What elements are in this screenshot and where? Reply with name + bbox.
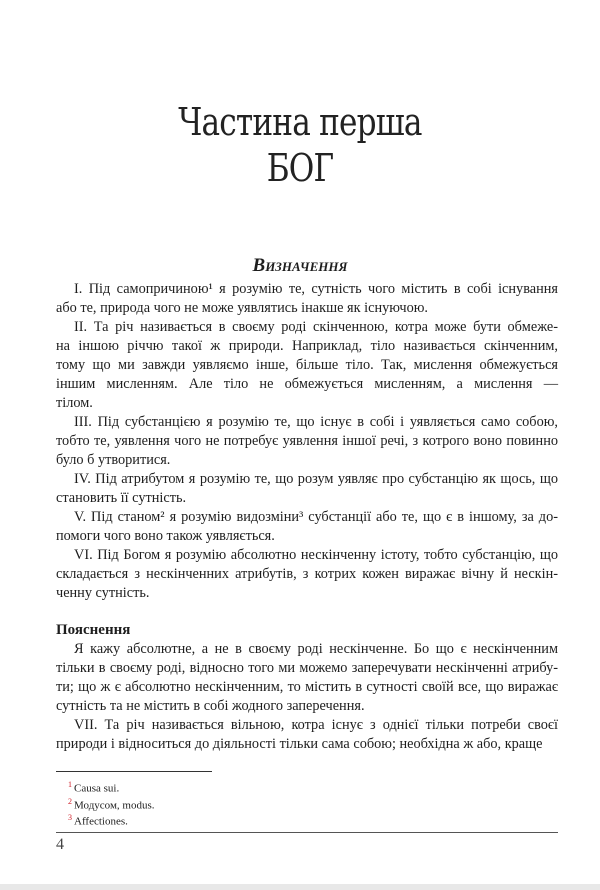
part-title: Частина перша bbox=[178, 100, 422, 144]
text-line: Я кажу абсолютне, а не в своєму роді нескінченне. Бо що є нескінченним bbox=[74, 641, 558, 657]
footnote: $^2$ Модусом, modus. bbox=[68, 797, 155, 812]
footnote-divider bbox=[56, 771, 212, 772]
page-number: 4 bbox=[56, 836, 64, 853]
text-line: V. Під станом² я розумію видозміни³ субстанції або те, що є в іншому, за до- bbox=[74, 509, 558, 525]
text-line: помоги чого воно також уявляється. bbox=[56, 528, 275, 544]
text-line: ти; що ж є абсолютно нескінченним, то містить в сутності своїй все, що виражає bbox=[56, 679, 558, 695]
text-line: VII. Та річ називається вільною, котра існує з однієї тільки потреби своєї bbox=[74, 717, 558, 733]
footnote: $^3$ Affectiones. bbox=[68, 813, 128, 828]
text-line: тому що ми завжди уявляємо інше, більше тіло. Так, мислення обмежується bbox=[56, 357, 558, 373]
section-title: Визначення bbox=[252, 255, 348, 276]
explanation-heading: Пояснення bbox=[56, 622, 131, 638]
text-line: складається з нескінченних атрибутів, з котрих кожен виражає вічну й нескін- bbox=[56, 566, 558, 582]
text-line: на іншою річчю такої ж природи. Наприклад, тіло називається скінченним, bbox=[56, 338, 558, 354]
text-line: або те, природа чого не може уявлятись інакше як існуючою. bbox=[56, 300, 428, 316]
text-line: іншим мисленням. Але тіло не обмежується мисленням, а мислення — bbox=[56, 376, 558, 392]
text-line: тобто те, уявлення чого не потребує уявлення іншої речі, з котрого воно повинно bbox=[56, 433, 558, 449]
footnote: $^1$ Causa sui. bbox=[68, 780, 120, 795]
text-line: I. Під самопричиною¹ я розумію те, сутність чого містить в собі існування bbox=[74, 281, 558, 297]
text-line: тілом. bbox=[56, 395, 93, 411]
page-edge bbox=[0, 884, 600, 890]
text-line: сутність та не містить в собі жодного заперечення. bbox=[56, 698, 365, 714]
explanation-body bbox=[56, 620, 558, 754]
text-line: IV. Під атрибутом я розумію те, що розум уявляє про субстанцію як щось, що bbox=[74, 471, 558, 487]
text-line: було б утворитися. bbox=[56, 452, 171, 468]
text-line: II. Та річ називається в своєму роді скінченною, котра може бути обмеже- bbox=[74, 319, 558, 335]
text-line: тільки в своєму роді, відносно того ми можемо заперечувати нескінченні атрибу- bbox=[56, 660, 558, 676]
text-line: VI. Під Богом я розумію абсолютно нескінченну істоту, тобто субстанцію, що bbox=[74, 547, 558, 563]
part-subtitle: БОГ bbox=[266, 146, 334, 190]
footer-divider bbox=[56, 832, 558, 833]
text-line: природи і відноситься до діяльності тільки сама собою; необхідна ж або, краще bbox=[56, 736, 543, 752]
text-line: III. Під субстанцією я розумію те, що існує в собі і уявляється само собою, bbox=[74, 414, 558, 430]
text-line: ченну сутність. bbox=[56, 585, 150, 601]
text-line: становить її сутність. bbox=[56, 490, 187, 506]
definitions-body bbox=[56, 280, 558, 603]
